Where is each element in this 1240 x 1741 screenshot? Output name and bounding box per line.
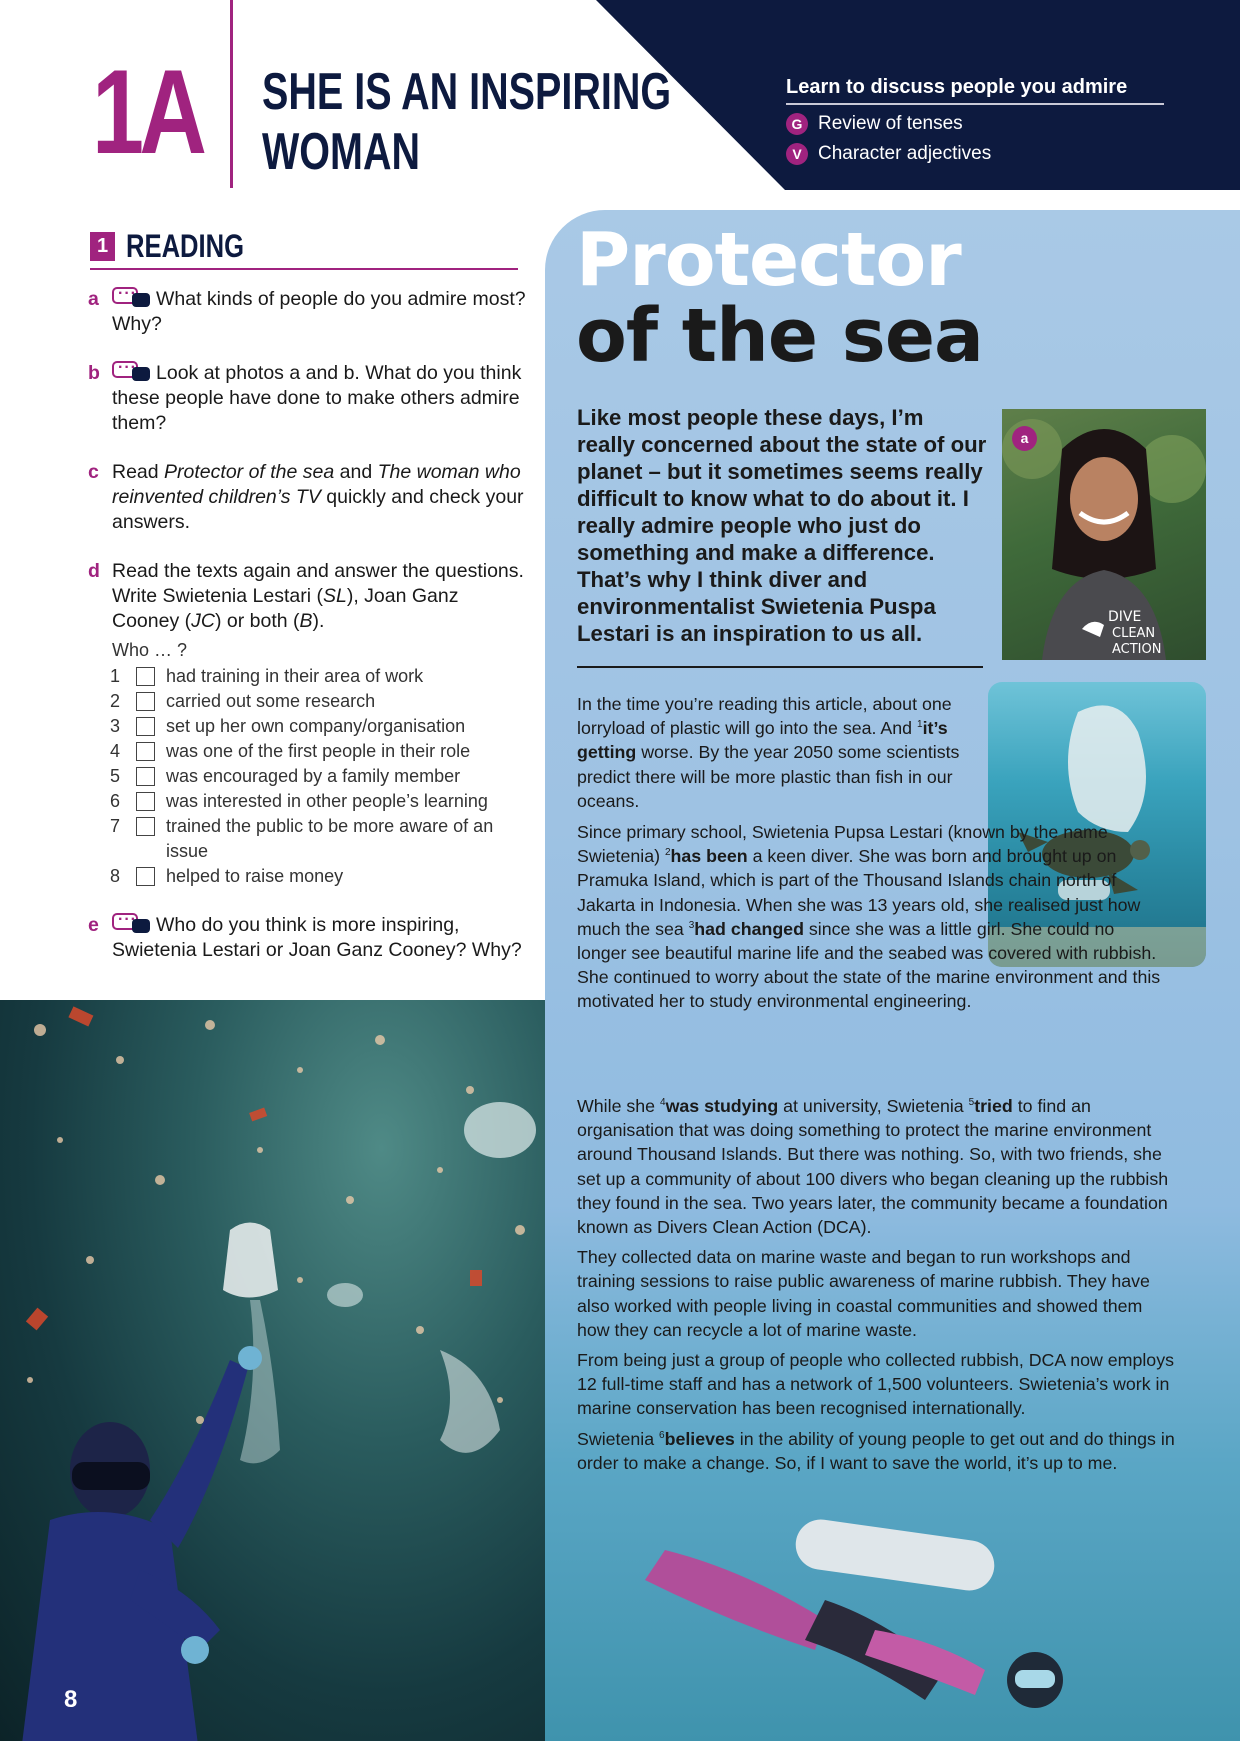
article-body-upper bbox=[577, 692, 977, 819]
item-text: helped to raise money bbox=[166, 866, 344, 886]
shirt-text: ACTION bbox=[1112, 642, 1162, 657]
highlighted-verb: was studying bbox=[665, 1096, 779, 1116]
list-item bbox=[110, 689, 530, 714]
section-divider bbox=[90, 268, 518, 270]
answer-checkbox[interactable] bbox=[136, 767, 155, 786]
speech-bubble-icon bbox=[112, 361, 152, 383]
article-title-ref: The woman who reinvented children’s TV bbox=[112, 461, 521, 508]
gap-number: 6 bbox=[659, 1429, 665, 1441]
unit-title bbox=[262, 62, 688, 182]
answer-checkbox[interactable] bbox=[136, 717, 155, 736]
photo-label: a bbox=[1012, 426, 1037, 451]
grammar-badge: G bbox=[786, 113, 808, 135]
task-e bbox=[88, 913, 528, 963]
unit-title-line2: WOMAN bbox=[262, 123, 421, 181]
list-item bbox=[110, 789, 530, 814]
list-item bbox=[110, 739, 530, 764]
paragraph-2: Since primary school, Swietenia Pupsa Lestari (known by the name Swietenia) $^2$has been a keen diver. She was born and brought up on Pramuka Island, which is part of the Thousand Islands chain north of Jakarta in Indonesia. When she was 13 years old, she realised just how much the sea $^3$had changed since she was a little girl. She could no longer see beautiful marine life and the seabed was covered with rubbish. She continued to worry about the state of the marine environment and this motivated her to study environmental engineering. bbox=[577, 822, 1161, 1012]
section-number: 1 bbox=[90, 232, 115, 261]
task-letter: c bbox=[88, 461, 99, 483]
task-text: ). bbox=[312, 610, 325, 632]
article-body-lower bbox=[577, 1094, 1177, 1481]
item-text: was encouraged by a family member bbox=[166, 766, 461, 786]
paragraph-1: In the time you’re reading this article, about one lorryload of plastic will go into the sea. And $^1$it’s getting worse. By the year 2050 some scientists predict there will be more plastic than fish in our oceans. bbox=[577, 694, 960, 811]
code-jc: JC bbox=[191, 610, 215, 632]
photo-b-diver-plastic bbox=[0, 1000, 545, 1741]
gap-number: 1 bbox=[917, 719, 923, 731]
task-a bbox=[88, 287, 528, 337]
paragraph-4: They collected data on marine waste and began to run workshops and training sessions to raise public awareness of marine rubbish. They have also worked with people living in coastal communities and showed them how they can recycle a lot of marine waste. bbox=[577, 1247, 1150, 1340]
underwater-plastic-illustration bbox=[0, 1000, 545, 1741]
goal-item-grammar bbox=[786, 113, 963, 135]
goal-item-label: Review of tenses bbox=[818, 113, 963, 134]
item-number: 5 bbox=[110, 766, 121, 786]
article-body-paragraph-2 bbox=[577, 820, 1161, 1020]
task-text: Read the texts again and answer the questions. Write Swietenia Lestari ( bbox=[112, 560, 524, 607]
task-letter: a bbox=[88, 288, 99, 310]
article-title-ref: Protector of the sea bbox=[164, 461, 335, 483]
article-title-line1: Protector bbox=[576, 217, 961, 303]
answer-checkbox[interactable] bbox=[136, 742, 155, 761]
item-text: trained the public to be more aware of an issue bbox=[166, 816, 494, 861]
goal-item-label: Character adjectives bbox=[818, 143, 992, 164]
item-number: 7 bbox=[110, 816, 121, 836]
highlighted-verb: had changed bbox=[694, 918, 804, 939]
task-text: ) or both ( bbox=[214, 610, 300, 632]
list-item bbox=[110, 764, 530, 789]
task-letter: d bbox=[88, 560, 100, 582]
answer-checkbox[interactable] bbox=[136, 867, 155, 886]
lesson-goal: Learn to discuss people you admire bbox=[786, 76, 1128, 98]
shirt-text: DIVE bbox=[1108, 609, 1142, 625]
gap-number: 4 bbox=[660, 1097, 666, 1108]
answer-checkbox[interactable] bbox=[136, 792, 155, 811]
item-text: set up her own company/organisation bbox=[166, 716, 466, 736]
item-number: 8 bbox=[110, 866, 121, 886]
task-text: quickly and check your answers. bbox=[112, 486, 524, 533]
item-number: 6 bbox=[110, 791, 121, 811]
item-number: 4 bbox=[110, 741, 121, 761]
task-d bbox=[88, 559, 528, 634]
list-item bbox=[110, 864, 530, 889]
task-text: Who do you think is more inspiring, Swietenia Lestari or Joan Ganz Cooney? Why? bbox=[112, 914, 522, 961]
section-title: READING bbox=[126, 228, 245, 264]
list-item bbox=[110, 664, 530, 689]
item-text: was one of the first people in their role bbox=[166, 741, 471, 761]
task-b bbox=[88, 361, 528, 436]
list-item bbox=[110, 714, 530, 739]
list-item bbox=[110, 814, 530, 864]
code-b: B bbox=[299, 610, 313, 632]
task-text: What kinds of people do you admire most? Why? bbox=[112, 288, 526, 335]
answer-checkbox[interactable] bbox=[136, 692, 155, 711]
paragraph-3: While she $^4$was studying at university, Swietenia $^5$tried to find an organisation that was doing something to protect the marine environment around Thousand Islands. But there was nothing. So, with two friends, she set up a community of about 100 divers who began cleaning up the rubbish they found in the sea. Two years later, the community became a foundation known as Divers Clean Action (DCA). bbox=[577, 1096, 1169, 1238]
gap-number: 5 bbox=[968, 1097, 975, 1108]
task-letter: e bbox=[88, 914, 99, 936]
vocabulary-badge: V bbox=[786, 143, 808, 165]
item-number: 1 bbox=[110, 666, 121, 686]
article-title-line2: of the sea bbox=[576, 293, 983, 379]
code-sl: SL bbox=[322, 585, 347, 607]
paragraph-6: Swietenia $^6$believes in the ability of young people to get out and do things in order to make a change. So, if I want to save the world, it’s up to me. bbox=[577, 1428, 1175, 1473]
intro-divider bbox=[577, 666, 983, 668]
unit-number: 1A bbox=[92, 45, 203, 179]
item-text: was interested in other people’s learning bbox=[166, 791, 488, 811]
highlighted-verb: tried bbox=[974, 1096, 1013, 1116]
task-text: Look at photos a and b. What do you think these people have done to make others admire them? bbox=[112, 362, 522, 434]
unit-title-line1: SHE IS AN INSPIRING bbox=[262, 63, 672, 121]
header-divider bbox=[230, 0, 233, 188]
task-text: ), Joan Ganz Cooney ( bbox=[112, 585, 459, 632]
article-intro: Like most people these days, I’m really concerned about the state of our planet – but it sometimes seems really difficult to know what to do about it. I really admire people who just do something and make a difference. That’s why I think diver and environmentalist Swietenia Puspa Lestari is an inspiration to us all. bbox=[577, 405, 987, 646]
task-text: Read bbox=[112, 461, 165, 483]
speech-bubble-icon bbox=[112, 287, 152, 309]
shirt-text: CLEAN bbox=[1112, 626, 1156, 641]
goal-divider bbox=[786, 103, 1164, 105]
page-number: 8 bbox=[64, 1686, 78, 1713]
highlighted-verb: has been bbox=[670, 846, 748, 867]
item-number: 2 bbox=[110, 691, 121, 711]
gap-number: 2 bbox=[664, 847, 671, 859]
gap-number: 3 bbox=[688, 919, 695, 931]
task-c bbox=[88, 460, 528, 535]
item-text: had training in their area of work bbox=[166, 666, 424, 686]
question-list bbox=[110, 664, 530, 889]
answer-checkbox[interactable] bbox=[136, 817, 155, 836]
task-letter: b bbox=[88, 362, 100, 384]
who-prompt: Who … ? bbox=[112, 640, 188, 660]
goal-item-vocabulary bbox=[786, 143, 991, 165]
highlighted-verb: believes bbox=[664, 1428, 735, 1449]
item-text: carried out some research bbox=[166, 691, 376, 711]
paragraph-5: From being just a group of people who collected rubbish, DCA now employs 12 full-time staff and has a network of 1,500 volunteers. Swietenia’s work in marine conservation has been recognised internationally. bbox=[577, 1350, 1174, 1419]
item-number: 3 bbox=[110, 716, 121, 736]
highlighted-verb: it’s getting bbox=[577, 718, 948, 763]
task-text: and bbox=[334, 461, 378, 483]
answer-checkbox[interactable] bbox=[136, 667, 155, 686]
speech-bubble-icon bbox=[112, 913, 152, 935]
article-title bbox=[576, 217, 983, 379]
